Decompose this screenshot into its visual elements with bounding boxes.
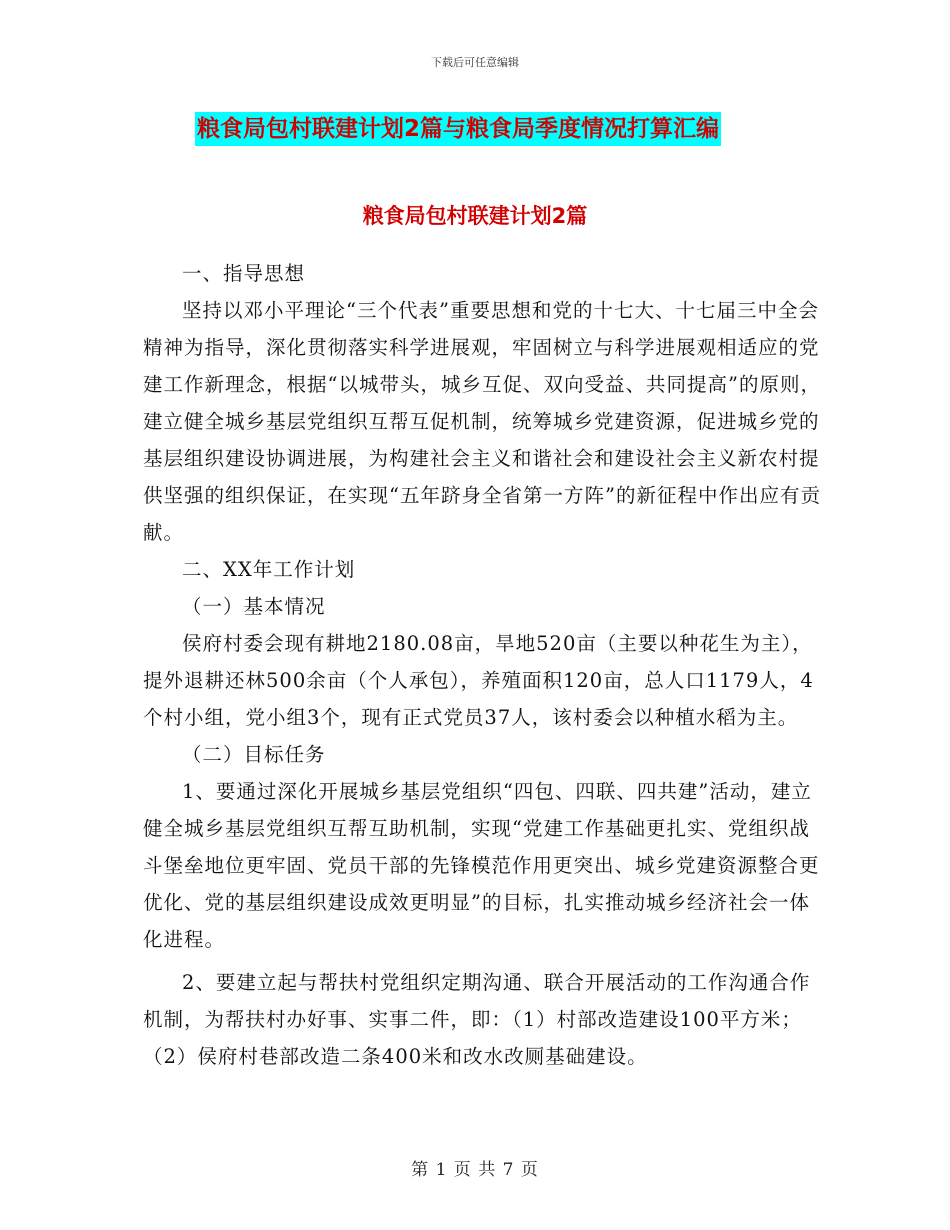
header-note: 下载后可任意编辑 xyxy=(431,56,519,69)
document-body xyxy=(143,222,823,1075)
section-heading-work-plan: 二、XX年工作计划 xyxy=(182,558,356,581)
subsection-heading-goals: （二）目标任务 xyxy=(182,743,326,766)
subsection-heading-basic-situation: （一）基本情况 xyxy=(182,595,326,618)
document-main-title: 粮食局包村联建计划2篇与粮食局季度情况打算汇编 xyxy=(195,112,721,146)
paragraph-guiding-ideology: 坚持以邓小平理论“三个代表”重要思想和党的十七大、十七届三中全会精神为指导，深化贯彻落实科学进展观，牢固树立与科学进展观相适应的党建工作新理念，根据“以城带头，城乡互促、双向受益、共同提高”的原则，建立健全城乡基层党组织互帮互促机制，统筹城乡党建资源，促进城乡党的基层组织建设协调进展，为构建社会主义和谐社会和建设社会主义新农村提供坚强的组织保证，在实现“五年跻身全省第一方阵”的新征程中作出应有贡献。 xyxy=(143,299,821,544)
document-sub-title: 粮食局包村联建计划2篇 xyxy=(362,204,588,228)
paragraph-goal-1: 1、要通过深化开展城乡基层党组织“四包、四联、四共建”活动，建立健全城乡基层党组织互帮互助机制，实现“党建工作基础更扎实、党组织战斗堡垒地位更牢固、党员干部的先锋模范作用更突出、城乡党建资源整合更优化、党的基层组织建设成效更明显”的目标，扎实推动城乡经济社会一体化进程。 xyxy=(143,780,820,951)
paragraph-goal-2: 2、要建立起与帮扶村党组织定期沟通、联合开展活动的工作沟通合作机制，为帮扶村办好事、实事二件，即：（1）村部改造建设100平方米；（2）侯府村巷部改造二条400米和改水改厕基础建设。 xyxy=(143,971,811,1068)
paragraph-basic-situation: 侯府村委会现有耕地2180.08亩，旱地520亩（主要以种花生为主），提外退耕还林500余亩（个人承包），养殖面积120亩，总人口1179人，4个村小组，党小组3个，现有正式党员37人，该村委会以种植水稻为主。 xyxy=(143,632,814,729)
page-number-footer: 第 1 页 共 7 页 xyxy=(411,1160,539,1180)
section-heading-guiding-ideology: 一、指导思想 xyxy=(182,262,306,285)
